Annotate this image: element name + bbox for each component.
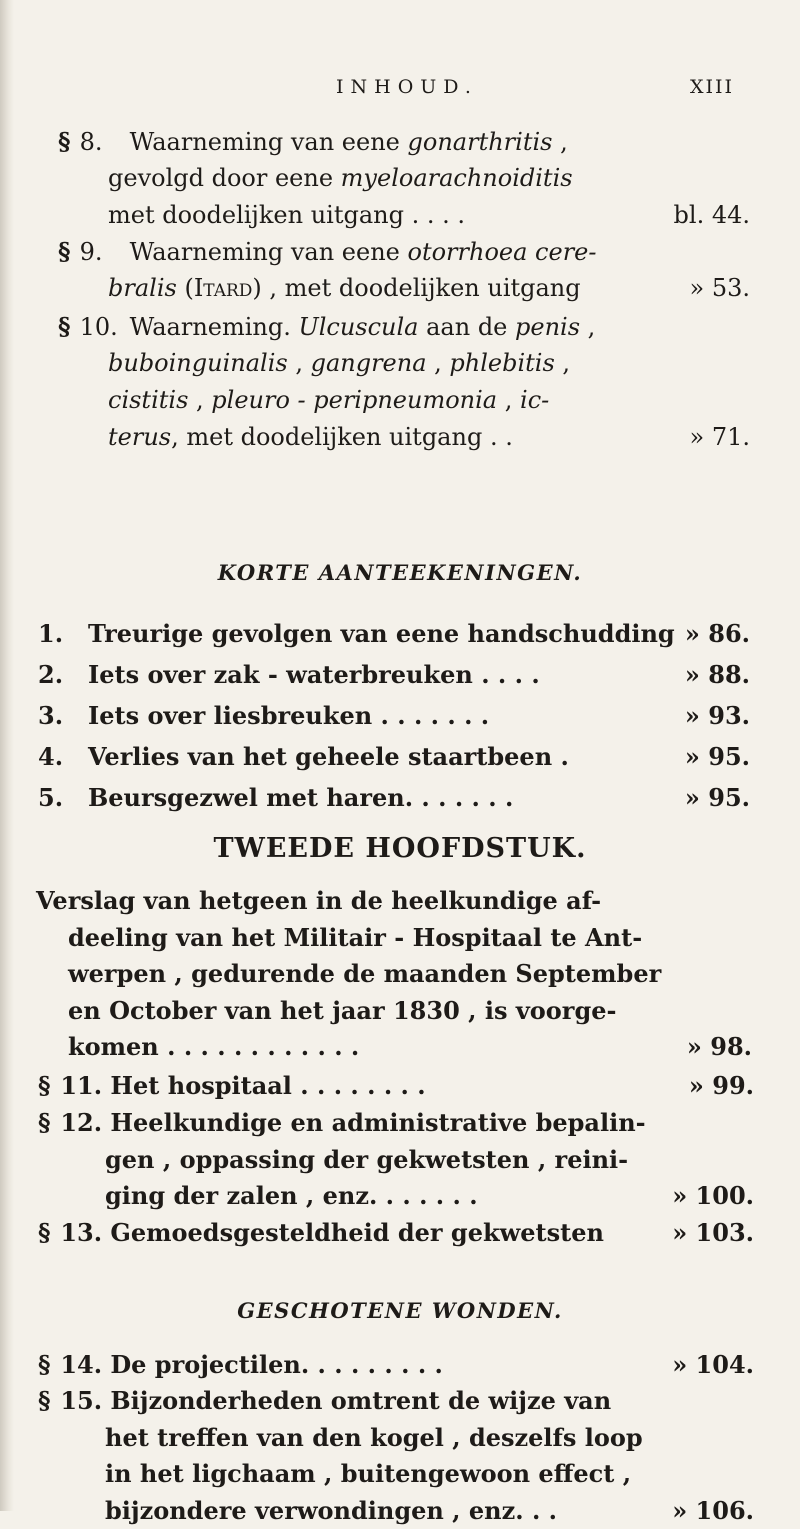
- italic-term: phlebitis: [449, 349, 554, 377]
- italic-term: bralis: [108, 274, 177, 302]
- entry-number: 8.: [80, 124, 130, 161]
- entry-text: in het ligchaam , buitengewoon effect ,: [105, 1459, 631, 1488]
- running-head: [0, 76, 800, 106]
- toc-entry-14: [38, 1347, 762, 1384]
- author-name: Itard: [194, 274, 253, 302]
- entry-line: [38, 1215, 762, 1252]
- italic-term: Ulcuscula: [298, 313, 418, 341]
- entry-line: § 10. Waarneming. Ulcuscula aan de penis ,: [58, 308, 758, 345]
- section-sign: §: [38, 1105, 52, 1142]
- entry-number: 9.: [80, 234, 130, 271]
- entry-line: [38, 1105, 762, 1142]
- list-item: [38, 613, 758, 654]
- running-head-page-number: XIII: [690, 76, 734, 98]
- item-number: 5.: [38, 777, 88, 818]
- entry-text: bijzondere verwondingen , enz. . .: [105, 1496, 557, 1525]
- item-number: 4.: [38, 736, 88, 777]
- italic-term: penis: [515, 313, 580, 341]
- entry-line: cistitis , pleuro - peripneumonia , ic-: [58, 382, 758, 419]
- entry-number: 12.: [60, 1105, 110, 1142]
- page-reference: » 104.: [672, 1347, 754, 1384]
- verslag-line: en October van het jaar 1830 , is voorge-: [36, 993, 760, 1030]
- page-reference: » 98.: [687, 1029, 752, 1066]
- page-reference: » 100.: [672, 1178, 754, 1215]
- item-title: Treurige gevolgen van eene handschudding: [88, 619, 675, 648]
- entry-line: § 8. Waarneming van eene gonarthritis ,: [58, 123, 758, 160]
- binding-edge: [0, 0, 14, 1511]
- entry-text: ging der zalen , enz. . . . . . .: [105, 1181, 478, 1210]
- italic-term: myeloarachnoiditis: [341, 164, 573, 192]
- entry-line: [38, 1347, 762, 1384]
- entry-number: 15.: [60, 1383, 110, 1420]
- item-title: Iets over zak - waterbreuken . . . .: [88, 660, 540, 689]
- entry-number: 11.: [60, 1068, 110, 1105]
- toc-entry-13: [38, 1215, 762, 1252]
- entry-number: 10.: [80, 309, 130, 346]
- entry-line: [38, 1142, 762, 1179]
- verslag-entry: [36, 883, 760, 1066]
- toc-entry-8: [58, 123, 758, 234]
- entry-number: 13.: [60, 1215, 110, 1252]
- list-item: [38, 654, 758, 695]
- section-sign: §: [38, 1215, 52, 1252]
- verslag-line: komen . . . . . . . . . . . . » 98.: [36, 1029, 760, 1066]
- entry-line: terus, met doodelijken uitgang . . » 71.: [58, 419, 758, 456]
- italic-term: otorrhoea cere-: [408, 238, 597, 266]
- heading-geschotene-wonden: GESCHOTENE WONDEN.: [0, 1298, 800, 1323]
- entry-line: § 9. Waarneming van eene otorrhoea cere-: [58, 233, 758, 270]
- list-item: [38, 777, 758, 818]
- section-sign: §: [38, 1383, 52, 1420]
- entry-text: Het hospitaal . . . . . . . .: [110, 1071, 425, 1100]
- italic-term: buboinguinalis: [108, 349, 288, 377]
- section-sign: §: [38, 1068, 52, 1105]
- toc-entry-12: [38, 1105, 762, 1215]
- toc-entry-11: [38, 1068, 762, 1105]
- running-head-title: INHOUD.: [336, 76, 478, 98]
- page-reference: » 106.: [672, 1493, 754, 1529]
- section-sign: §: [38, 1347, 52, 1384]
- page-reference: » 103.: [672, 1215, 754, 1252]
- entry-line: [38, 1178, 762, 1215]
- page-reference: » 95.: [685, 736, 750, 777]
- verslag-line: deeling van het Militair - Hospitaal te Ant-: [36, 920, 760, 957]
- page-reference: bl. 44.: [674, 197, 750, 234]
- entry-line: buboinguinalis , gangrena , phlebitis ,: [58, 345, 758, 382]
- toc-entry-9: [58, 233, 758, 307]
- list-item: [38, 695, 758, 736]
- korte-aanteekeningen-list: [38, 613, 758, 818]
- heading-korte-aanteekeningen: KORTE AANTEEKENINGEN.: [0, 560, 800, 585]
- page-reference: » 71.: [690, 419, 750, 456]
- page-reference: » 99.: [689, 1068, 754, 1105]
- verslag-line: Verslag van hetgeen in de heelkundige af-: [36, 883, 760, 920]
- page-reference: » 53.: [690, 270, 750, 307]
- section-sign: §: [58, 308, 72, 345]
- entry-number: 14.: [60, 1347, 110, 1384]
- page-reference: » 93.: [685, 695, 750, 736]
- italic-term: ic-: [520, 386, 549, 414]
- italic-term: pleuro - peripneumonia: [211, 386, 497, 414]
- item-number: 1.: [38, 613, 88, 654]
- page-reference: » 88.: [685, 654, 750, 695]
- heading-tweede-hoofdstuk: TWEEDE HOOFDSTUK.: [0, 833, 800, 864]
- entry-line: [38, 1420, 762, 1457]
- italic-term: gonarthritis: [408, 128, 553, 156]
- italic-term: terus: [108, 423, 171, 451]
- entry-text: Gemoedsgesteldheid der gekwetsten: [110, 1218, 604, 1247]
- entry-line: met doodelijken uitgang . . . . bl. 44.: [58, 197, 758, 234]
- entry-line: gevolgd door eene myeloarachnoiditis: [58, 160, 758, 197]
- toc-entry-15: [38, 1383, 762, 1529]
- entry-line: bralis (Itard) , met doodelijken uitgang » 53.: [58, 270, 758, 307]
- page-reference: » 95.: [685, 777, 750, 818]
- entry-text: Heelkundige en administrative bepalin-: [110, 1108, 645, 1137]
- item-number: 3.: [38, 695, 88, 736]
- item-title: Verlies van het geheele staartbeen .: [88, 742, 569, 771]
- toc-entry-10: [58, 308, 758, 456]
- item-number: 2.: [38, 654, 88, 695]
- entry-line: [38, 1383, 762, 1420]
- entry-text: het treffen van den kogel , deszelfs loop: [105, 1423, 643, 1452]
- entry-line: [38, 1456, 762, 1493]
- section-sign: §: [58, 233, 72, 270]
- entry-text: Bijzonderheden omtrent de wijze van: [110, 1386, 611, 1415]
- italic-term: cistitis: [108, 386, 188, 414]
- item-title: Beursgezwel met haren. . . . . . .: [88, 783, 513, 812]
- section-sign: §: [58, 123, 72, 160]
- entry-line: [38, 1068, 762, 1105]
- italic-term: gangrena: [311, 349, 427, 377]
- item-title: Iets over liesbreuken . . . . . . .: [88, 701, 489, 730]
- entry-text: gen , oppassing der gekwetsten , reini-: [105, 1145, 628, 1174]
- verslag-line: werpen , gedurende de maanden September: [36, 956, 760, 993]
- page-reference: » 86.: [685, 613, 750, 654]
- entry-text: De projectilen. . . . . . . . .: [110, 1350, 443, 1379]
- list-item: [38, 736, 758, 777]
